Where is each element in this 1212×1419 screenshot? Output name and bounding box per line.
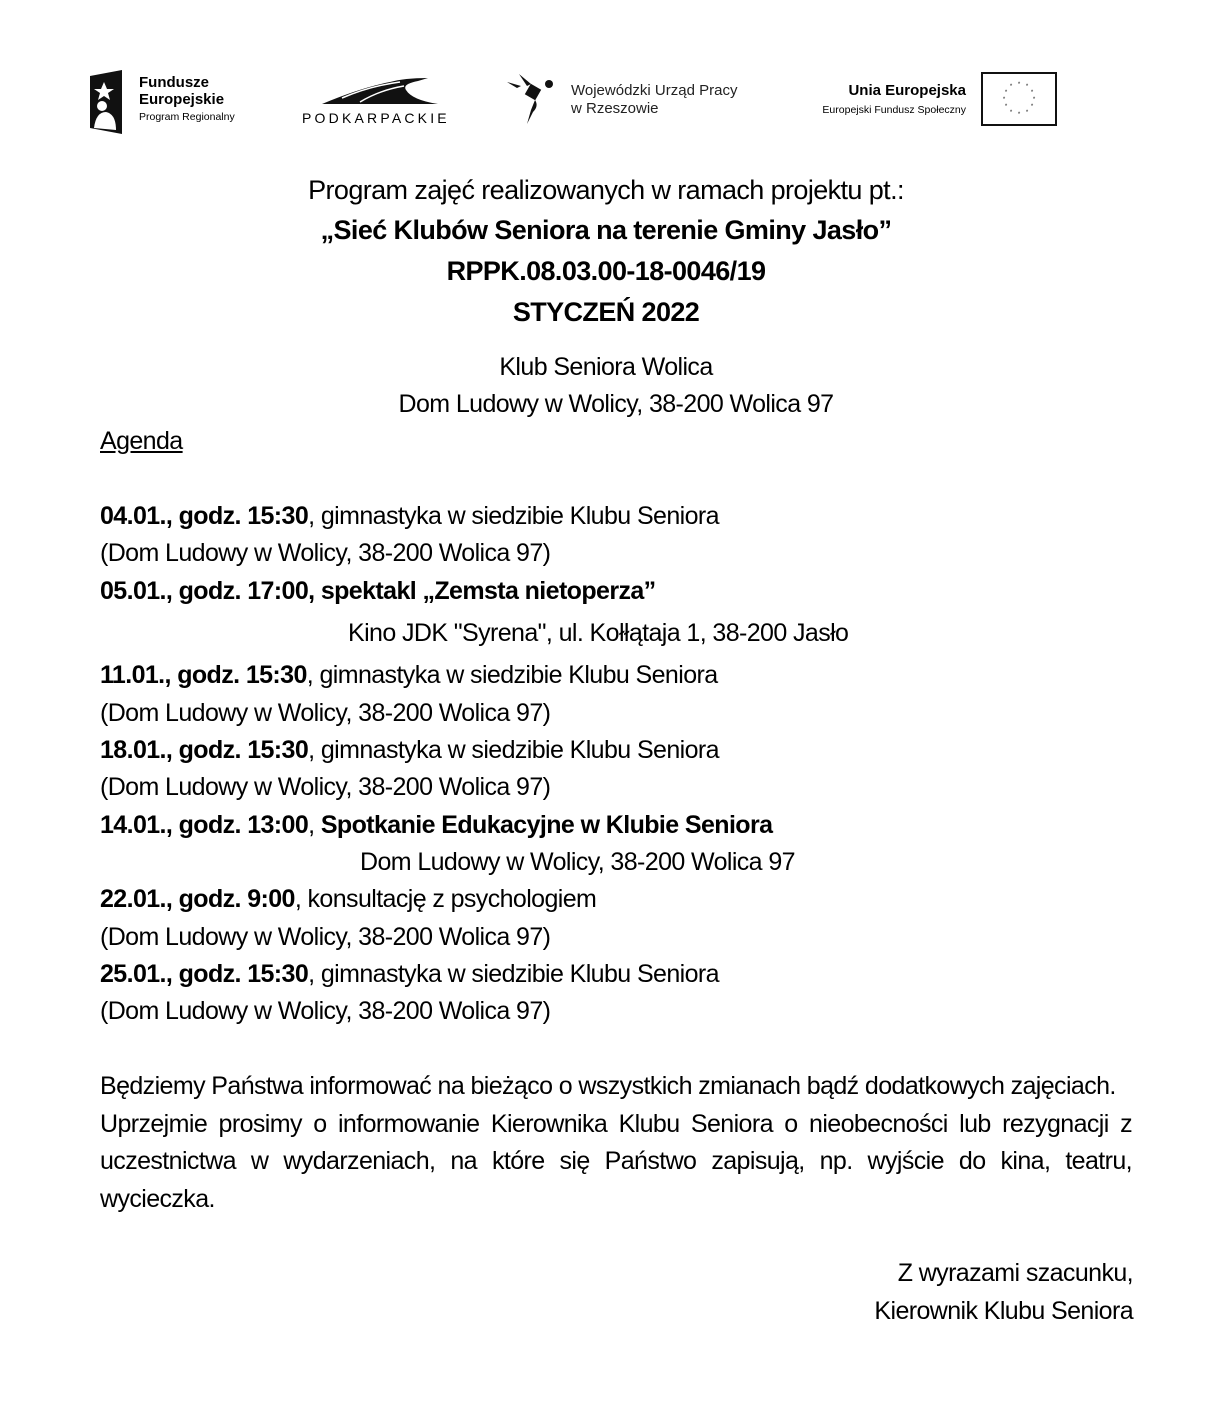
club-address: Dom Ludowy w Wolicy, 38-200 Wolica 97 bbox=[398, 390, 834, 418]
svg-text:*: * bbox=[1030, 90, 1034, 96]
eu-flag-icon bbox=[981, 72, 1057, 126]
agenda-item-where: (Dom Ludowy w Wolicy, 38-200 Wolica 97) bbox=[100, 923, 551, 951]
podkarpackie-text: PODKARPACKIE bbox=[302, 110, 450, 126]
wup-line2: w Rzeszowie bbox=[571, 100, 659, 117]
project-code: RPPK.08.03.00-18-0046/19 bbox=[446, 256, 766, 286]
logo-fundusze-europejskie bbox=[72, 62, 262, 150]
agenda-item-when: 14.01., godz. 13:00 bbox=[100, 811, 309, 839]
ue-line2: Europejski Fundusz Społeczny bbox=[822, 104, 966, 116]
agenda-item-when: 11.01., godz. 15:30 bbox=[100, 661, 307, 689]
intro-line: Program zajęć realizowanych w ramach projektu pt.: bbox=[308, 175, 904, 205]
fe-line3: Program Regionalny bbox=[139, 111, 235, 123]
agenda-item bbox=[100, 810, 772, 840]
agenda-item bbox=[100, 501, 719, 531]
svg-text:*: * bbox=[1025, 84, 1029, 90]
signature-closing: Z wyrazami szacunku, bbox=[897, 1259, 1133, 1287]
agenda-item bbox=[100, 959, 719, 989]
agenda-item-where: Dom Ludowy w Wolicy, 38-200 Wolica 97 bbox=[360, 848, 795, 876]
club-name: Klub Seniora Wolica bbox=[499, 353, 713, 381]
svg-text:*: * bbox=[1004, 104, 1008, 110]
svg-text:*: * bbox=[1017, 112, 1021, 118]
note-paragraph-2: Uprzejmie prosimy o informowanie Kierownika Klubu Seniora o nieobecności lub rezygnacji z uczestnictwa w wydarzeniach, na które się Państwo zapisują, np. wyjście do kina, teatru, wycieczka. bbox=[100, 1109, 1132, 1213]
agenda-item-when: 05.01., godz. 17:00, spektakl „Zemsta nietoperza” bbox=[100, 577, 656, 605]
agenda-item-where: (Dom Ludowy w Wolicy, 38-200 Wolica 97) bbox=[100, 997, 551, 1025]
agenda-item-where: (Dom Ludowy w Wolicy, 38-200 Wolica 97) bbox=[100, 539, 551, 567]
svg-text:*: * bbox=[1009, 110, 1013, 116]
svg-text:*: * bbox=[1002, 97, 1006, 103]
ue-line1: Unia Europejska bbox=[848, 82, 966, 99]
agenda-item-when: 18.01., godz. 15:30 bbox=[100, 736, 309, 764]
project-name: „Sieć Klubów Seniora na terenie Gminy Jasło” bbox=[320, 215, 892, 245]
agenda-item-what: , konsultację z psychologiem bbox=[294, 885, 597, 913]
svg-text:*: * bbox=[1030, 104, 1034, 110]
agenda-item-what: Spotkanie Edukacyjne w Klubie Seniora bbox=[320, 811, 773, 839]
podkarpackie-mountain-icon bbox=[320, 76, 440, 106]
agenda-item-what: , gimnastyka w siedzibie Klubu Seniora bbox=[308, 736, 719, 764]
agenda-item bbox=[100, 576, 656, 606]
agenda-item-what: , gimnastyka w siedzibie Klubu Seniora bbox=[308, 960, 719, 988]
fe-line1: Fundusze bbox=[139, 74, 209, 91]
agenda-item-when: 25.01., godz. 15:30 bbox=[100, 960, 309, 988]
agenda-item-what: , gimnastyka w siedzibie Klubu Seniora bbox=[308, 502, 719, 530]
svg-text:*: * bbox=[1004, 90, 1008, 96]
note-paragraph-1: Będziemy Państwa informować na bieżąco o wszystkich zmianach bądź dodatkowych zajęciach. bbox=[100, 1072, 1116, 1100]
wup-figure-icon bbox=[505, 72, 557, 126]
logo-wup bbox=[505, 72, 755, 128]
svg-text:*: * bbox=[1032, 97, 1036, 103]
agenda-item-where: Kino JDK "Syrena", ul. Kołłątaja 1, 38-200 Jasło bbox=[348, 619, 849, 647]
wup-line1: Wojewódzki Urząd Pracy bbox=[571, 82, 738, 99]
svg-text:*: * bbox=[1009, 84, 1013, 90]
notes bbox=[100, 1068, 1132, 1218]
fe-flag-icon bbox=[88, 68, 124, 136]
agenda-title: Agenda bbox=[100, 427, 183, 455]
agenda-item-sep: , bbox=[308, 811, 321, 839]
agenda-item bbox=[100, 884, 596, 914]
signature-signer: Kierownik Klubu Seniora bbox=[874, 1297, 1133, 1325]
agenda-item-when: 04.01., godz. 15:30 bbox=[100, 502, 309, 530]
agenda-item-where: (Dom Ludowy w Wolicy, 38-200 Wolica 97) bbox=[100, 773, 551, 801]
month-title: STYCZEŃ 2022 bbox=[512, 297, 700, 327]
agenda-item bbox=[100, 660, 718, 690]
svg-text:*: * bbox=[1025, 110, 1029, 116]
agenda-item-where: (Dom Ludowy w Wolicy, 38-200 Wolica 97) bbox=[100, 699, 551, 727]
agenda-item-what: , gimnastyka w siedzibie Klubu Seniora bbox=[306, 661, 718, 689]
fe-line2: Europejskie bbox=[139, 91, 225, 108]
svg-text:*: * bbox=[1017, 82, 1021, 88]
agenda-item-when: 22.01., godz. 9:00 bbox=[100, 885, 295, 913]
logo-unia-europejska bbox=[800, 72, 1060, 128]
logo-podkarpackie bbox=[296, 72, 466, 132]
agenda-item bbox=[100, 735, 719, 765]
